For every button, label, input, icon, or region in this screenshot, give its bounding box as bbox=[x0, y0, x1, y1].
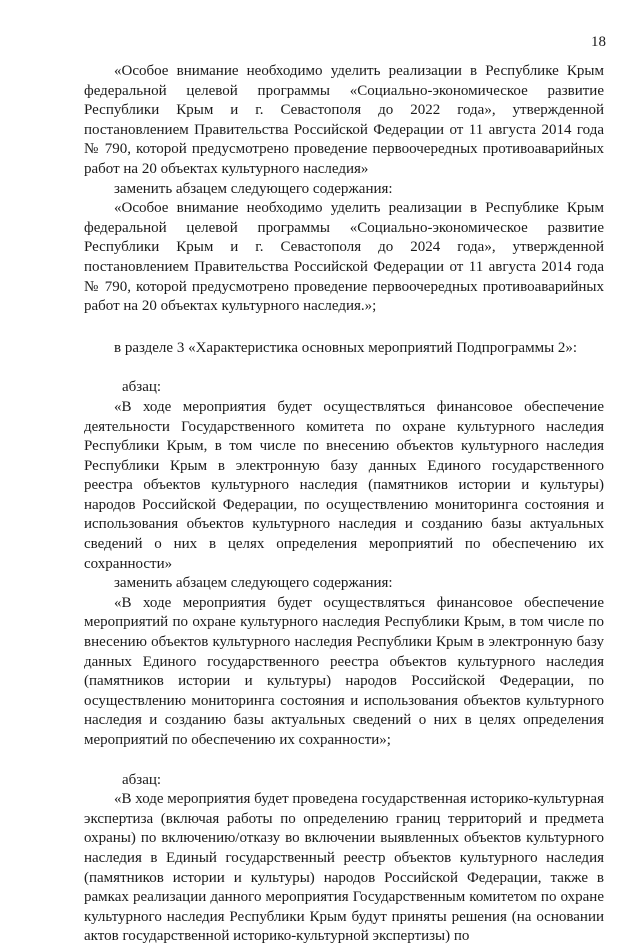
paragraph-section-heading: в разделе 3 «Характеристика основных мероприятий Подпрограммы 2»: bbox=[114, 339, 578, 356]
paragraph-replace-instruction-1: заменить абзацем следующего содержания: bbox=[114, 180, 393, 197]
paragraph-label-1: абзац: bbox=[122, 379, 162, 396]
paragraph-old-text-2: «В ходе мероприятия будет осуществляться финансовое обеспечение деятельности Государственного комитета по охране культурного наследия Республики Крым, в том числе по внесению объектов культурного наследия Республики Крым в электронную базу данных Единого государственного реестра объектов культурного наследия (памятников истории и культуры) народов Российской Федерации, по осуществлению мониторинга состояния и использования объектов культурного наследия и созданию базы актуальных сведений о них в целях определения мероприятий по обеспечению их сохранности» bbox=[84, 398, 604, 572]
paragraph-new-text-1: «Особое внимание необходимо уделить реализации в Республике Крым федеральной целевой программы «Социально-экономическое развитие Республики Крым и г. Севастополя до 2024 года», утвержденной постановлением Правительства Российской Федерации от 11 августа 2014 года № 790, которой предусмотрено проведение первоочередных противоаварийных работ на 20 объектах культурного наследия.»; bbox=[84, 200, 604, 315]
paragraph-new-text-2: «В ходе мероприятия будет осуществляться финансовое обеспечение мероприятий по охране культурного наследия Республики Крым, в том числе по внесению объектов культурного наследия Республики Крым в электронную базу данных Единого государственного реестра объектов культурного наследия (памятников истории и культуры) народов Российской Федерации, по осуществлению мониторинга состояния и использования объектов культурного наследия и созданию базы актуальных сведений о них в целях определения мероприятий по обеспечению их сохранности»; bbox=[84, 594, 604, 748]
paragraph-old-text-3: «В ходе мероприятия будет проведена государственная историко-культурная экспертиза (включая работы по определению границ территорий и предмета охраны) по включению/отказу во включении выявленных объектов культурного наследия в Единый государственный реестр объектов культурного наследия (памятников истории и культуры) народов Российской Федерации, также в рамках реализации данного мероприятия Государственным комитетом по охране культурного наследия Республики Крым будут приняты решения (на основании актов государственной историко-культурной экспертизы) по bbox=[84, 791, 604, 945]
paragraph-old-text-1: «Особое внимание необходимо уделить реализации в Республике Крым федеральной целевой программы «Социально-экономическое развитие Республики Крым и г. Севастополя до 2022 года», утвержденной постановлением Правительства Российской Федерации от 11 августа 2014 года № 790, которой предусмотрено проведение первоочередных противоаварийных работ на 20 объектах культурного наследия» bbox=[84, 63, 604, 177]
paragraph-replace-instruction-2: заменить абзацем следующего содержания: bbox=[114, 575, 393, 592]
document-body bbox=[84, 62, 604, 947]
paragraph-label-2: абзац: bbox=[122, 771, 162, 788]
page-number: 18 bbox=[591, 34, 606, 50]
